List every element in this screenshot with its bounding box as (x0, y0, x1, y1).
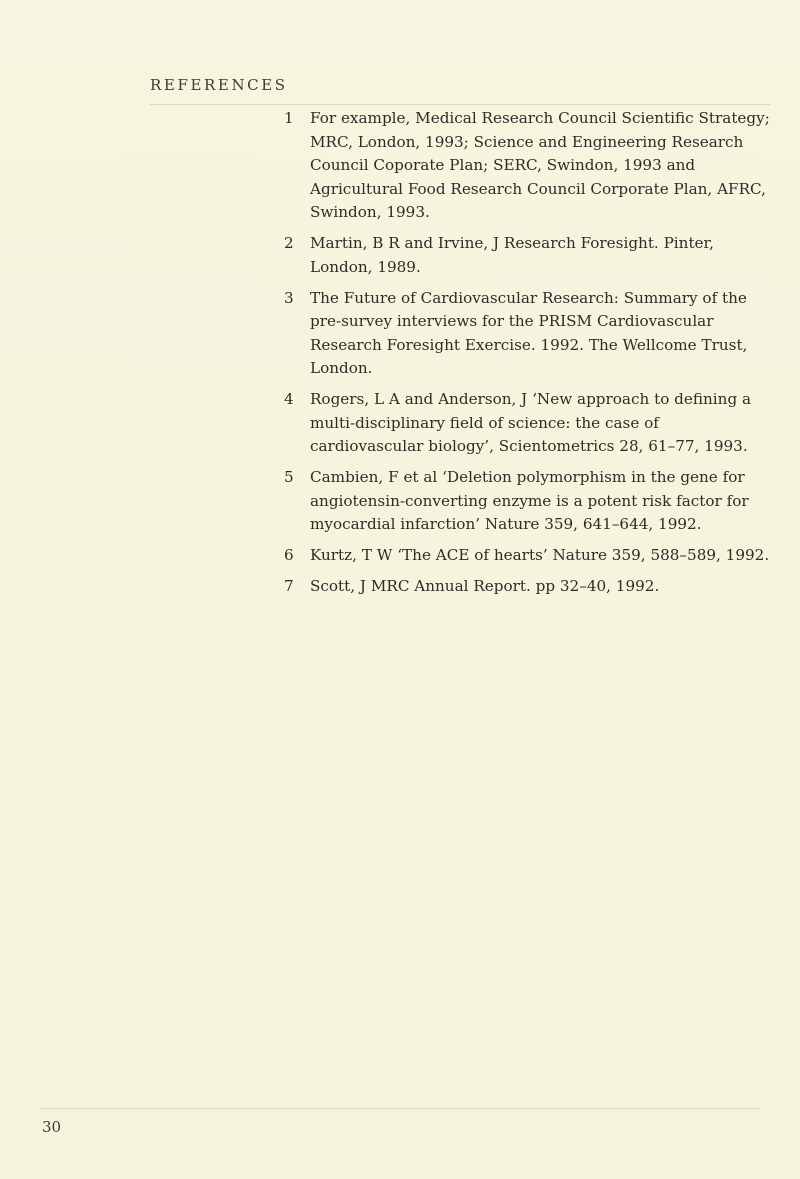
reference-text: Martin, B R and Irvine, J Research Foresight. Pinter, London, 1989. (310, 234, 714, 276)
reference-text: For example, Medical Research Council Scientific Strategy; MRC, London, 1993; Science and Engineering Research Council Coporate Plan; SERC, Swindon, 1993 and Agricultural Food Research Council Corporate Plan, AFRC, Swindon, 1993. (310, 109, 770, 221)
header-rule (150, 104, 770, 105)
reference-item (276, 287, 776, 381)
footer-rule (40, 1108, 760, 1109)
reference-number: 4 (284, 390, 294, 408)
reference-text: The Future of Cardiovascular Research: Summary of the pre-survey interviews for the PRISM Cardiovascular Research Foresight Exercise. 1992. The Wellcome Trust, London. (310, 288, 748, 377)
reference-item (276, 107, 776, 225)
reference-text: Scott, J MRC Annual Report. pp 32–40, 1992. (310, 577, 660, 595)
reference-number: 2 (284, 234, 294, 252)
reference-item (276, 466, 776, 537)
reference-number: 7 (284, 577, 294, 595)
reference-number: 6 (284, 546, 294, 564)
reference-text: Cambien, F et al ‘Deletion polymorphism in the gene for angiotensin-converting enzyme is a potent risk factor for myocardial infarction’ Nature 359, 641–644, 1992. (310, 468, 749, 533)
reference-text: Kurtz, T W ‘The ACE of hearts’ Nature 359, 588–589, 1992. (310, 546, 770, 564)
reference-item (276, 575, 776, 599)
section-heading: REFERENCES (150, 76, 288, 94)
page-number: 30 (42, 1118, 62, 1136)
reference-number: 3 (284, 288, 294, 307)
reference-item (276, 388, 776, 459)
reference-number: 5 (284, 468, 294, 486)
reference-item (276, 544, 776, 568)
reference-item (276, 232, 776, 279)
reference-list (276, 107, 776, 606)
reference-number: 1 (284, 109, 294, 127)
reference-text: Rogers, L A and Anderson, J ‘New approach to defining a multi-disciplinary field of science: the case of cardiovascular biology’, Scientometrics 28, 61–77, 1993. (310, 390, 752, 455)
